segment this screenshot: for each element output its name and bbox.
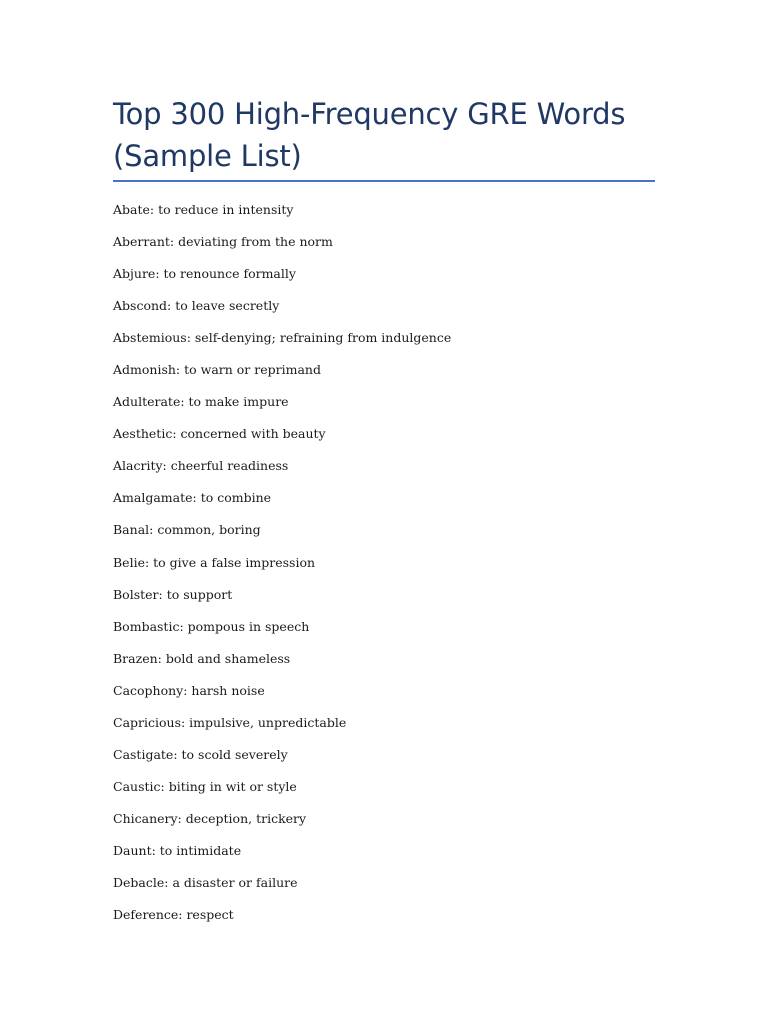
word-entry: Chicanery: deception, trickery [113, 810, 307, 826]
word-entry: Abate: to reduce in intensity [113, 202, 294, 217]
word-entry: Belie: to give a false impression [113, 554, 316, 570]
word-entry: Caustic: biting in wit or style [113, 778, 297, 794]
word-entry: Aberrant: deviating from the norm [113, 234, 333, 250]
word-entry: Adulterate: to make impure [113, 394, 289, 410]
word-list [113, 200, 451, 937]
word-entry: Aesthetic: concerned with beauty [113, 426, 326, 442]
word-entry: Abstemious: self-denying; refraining from indulgence [113, 330, 452, 346]
word-entry: Castigate: to scold severely [113, 746, 288, 762]
word-entry: Alacrity: cheerful readiness [113, 458, 289, 474]
word-entry: Admonish: to warn or reprimand [113, 362, 321, 378]
title-underline-rule [113, 180, 655, 182]
word-entry: Bombastic: pompous in speech [113, 618, 310, 634]
document-title: Top 300 High-Frequency GRE Words (Sample List) [113, 97, 626, 173]
word-entry: Debacle: a disaster or failure [113, 874, 298, 890]
word-entry: Brazen: bold and shameless [113, 650, 291, 666]
word-entry: Daunt: to intimidate [113, 842, 242, 858]
word-entry: Cacophony: harsh noise [113, 682, 265, 698]
word-entry: Amalgamate: to combine [113, 490, 272, 506]
word-entry: Abscond: to leave secretly [113, 298, 280, 314]
word-entry: Bolster: to support [113, 586, 233, 602]
word-entry: Abjure: to renounce formally [113, 266, 296, 282]
word-entry: Banal: common, boring [113, 522, 261, 538]
word-entry: Capricious: impulsive, unpredictable [113, 714, 347, 730]
word-entry: Deference: respect [113, 907, 234, 923]
